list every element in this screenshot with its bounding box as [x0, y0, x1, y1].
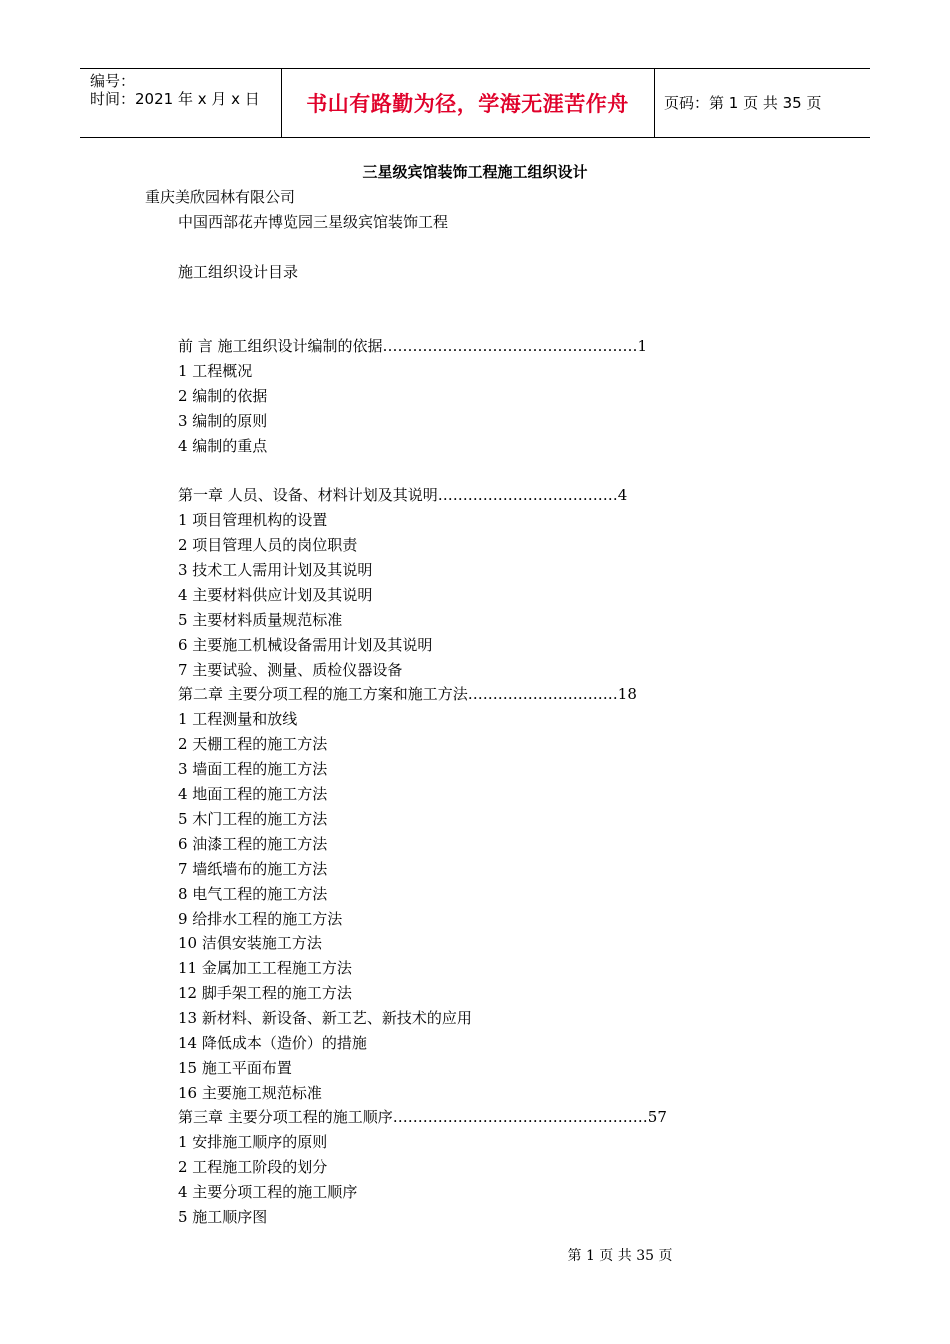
toc-entry: 2 天棚工程的施工方法 [178, 735, 328, 753]
page-footer: 第 1 页 共 35 页 [567, 1248, 673, 1264]
toc-entry: 7 墙纸墙布的施工方法 [178, 860, 328, 878]
toc-entry: 1 项目管理机构的设置 [178, 511, 328, 529]
company-name: 重庆美欣园林有限公司 [145, 188, 296, 206]
toc-entry: 1 工程测量和放线 [178, 710, 298, 728]
toc-entry: 2 编制的依据 [178, 387, 268, 405]
header-page-cell [655, 69, 870, 137]
toc-entry: 9 给排水工程的施工方法 [178, 910, 343, 928]
toc-entry: 5 木门工程的施工方法 [178, 810, 328, 828]
motto-text: 书山有路勤为径，学海无涯苦作舟 [306, 92, 629, 116]
header-motto-cell [281, 69, 655, 137]
toc-entry: 7 主要试验、测量、质检仪器设备 [178, 661, 403, 679]
toc-entry: 3 墙面工程的施工方法 [178, 760, 328, 778]
time-label: 时间：2021 年 x 月 x 日 [90, 90, 260, 108]
toc-entry: 4 主要分项工程的施工顺序 [178, 1183, 358, 1201]
toc-entry: 5 施工顺序图 [178, 1208, 268, 1226]
toc-entry: 6 油漆工程的施工方法 [178, 835, 328, 853]
toc-entry: 12 脚手架工程的施工方法 [178, 984, 352, 1002]
toc-entry: 3 编制的原则 [178, 412, 268, 430]
toc-entry: 2 项目管理人员的岗位职责 [178, 536, 358, 554]
toc-entry: 8 电气工程的施工方法 [178, 885, 328, 903]
toc-title: 施工组织设计目录 [178, 263, 299, 281]
toc-entry: 6 主要施工机械设备需用计划及其说明 [178, 636, 433, 654]
toc-entry: 第三章 主要分项工程的施工顺序……………………………………………57 [178, 1108, 667, 1126]
page-info: 页码：第 1 页 共 35 页 [664, 94, 822, 112]
toc-entry: 4 地面工程的施工方法 [178, 785, 328, 803]
toc-entry: 第一章 人员、设备、材料计划及其说明………………………………4 [178, 486, 628, 504]
toc-entry: 1 工程概况 [178, 362, 253, 380]
page-header-table [80, 68, 870, 138]
toc-entry: 13 新材料、新设备、新工艺、新技术的应用 [178, 1009, 472, 1027]
toc-entry: 11 金属加工工程施工方法 [178, 959, 352, 977]
toc-entry: 4 编制的重点 [178, 437, 268, 455]
toc-entry: 3 技术工人需用计划及其说明 [178, 561, 373, 579]
project-name: 中国西部花卉博览园三星级宾馆装饰工程 [178, 213, 449, 231]
toc-entry: 4 主要材料供应计划及其说明 [178, 586, 373, 604]
toc-entry: 前 言 施工组织设计编制的依据……………………………………………1 [178, 337, 648, 355]
number-label: 编号： [90, 72, 136, 90]
toc-entry: 第二章 主要分项工程的施工方案和施工方法…………………………18 [178, 685, 637, 703]
toc-entry: 1 安排施工顺序的原则 [178, 1133, 328, 1151]
header-info-cell [80, 69, 282, 137]
toc-entry: 2 工程施工阶段的划分 [178, 1158, 328, 1176]
document-title: 三星级宾馆装饰工程施工组织设计 [362, 163, 588, 181]
toc-entry: 14 降低成本（造价）的措施 [178, 1034, 367, 1052]
toc-entry: 16 主要施工规范标准 [178, 1084, 322, 1102]
toc-entry: 15 施工平面布置 [178, 1059, 292, 1077]
toc-entry: 5 主要材料质量规范标准 [178, 611, 343, 629]
toc-entry: 10 洁俱安装施工方法 [178, 934, 322, 952]
